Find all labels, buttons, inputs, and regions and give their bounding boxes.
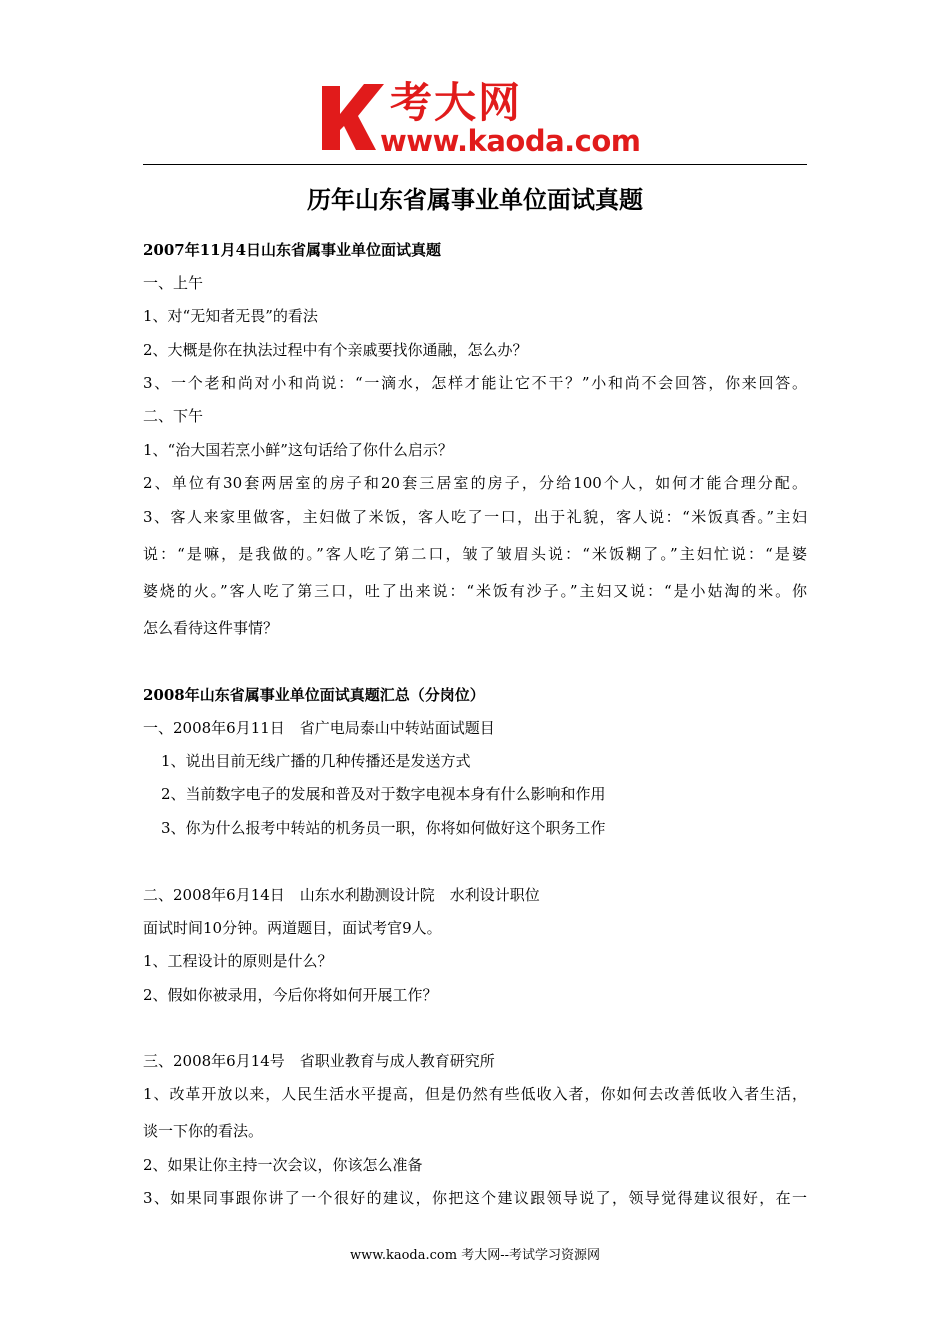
question-line: 1、改革开放以来，人民生活水平提高，但是仍然有些低收入者，你如何去改善低收入者生活，	[143, 1085, 807, 1103]
note-line: 面试时间10分钟。两道题目，面试考官9人。	[143, 919, 442, 937]
question-line: 2、单位有30套两居室的房子和20套三居室的房子，分给100个人，如何才能合理分配。	[143, 474, 807, 492]
question-line: 怎么看待这件事情？	[143, 619, 279, 637]
logo-url: www.kaoda.com	[380, 124, 641, 158]
question-line: 1、对“无知者无畏”的看法	[143, 307, 318, 325]
question-line: 1、工程设计的原则是什么？	[143, 952, 333, 970]
question-line: 3、一个老和尚对小和尚说：“一滴水，怎样才能让它不干？”小和尚不会回答，你来回答。	[143, 374, 807, 392]
page-title: 历年山东省属事业单位面试真题	[307, 185, 643, 214]
question-line: 2、当前数字电子的发展和普及对于数字电视本身有什么影响和作用	[161, 785, 606, 803]
question-line: 谈一下你的看法。	[143, 1122, 264, 1140]
question-line: 婆烧的火。”客人吃了第三口，吐了出来说：“米饭有沙子。”主妇又说：“是小姑淘的米。你	[143, 582, 807, 600]
k-logo-icon	[318, 80, 388, 154]
am-label: 一、上午	[143, 274, 204, 292]
page-footer: www.kaoda.com 考大网--考试学习资源网	[350, 1248, 600, 1263]
section-heading-2007: 2007年11月4日山东省属事业单位面试真题	[143, 241, 442, 259]
pm-label: 二、下午	[143, 407, 204, 425]
question-line: 说：“是嘛，是我做的。”客人吃了第二口，皱了皱眉头说：“米饭糊了。”主妇忙说：“是婆	[143, 545, 807, 563]
question-line: 3、客人来家里做客，主妇做了米饭，客人吃了一口，出于礼貌，客人说：“米饭真香。”主妇	[143, 508, 807, 526]
position-label: 二、2008年6月14日 山东水利勘测设计院 水利设计职位	[143, 886, 540, 904]
question-line: 1、“治大国若烹小鲜”这句话给了你什么启示？	[143, 441, 453, 459]
header-divider	[143, 164, 807, 165]
kaoda-logo	[318, 78, 641, 158]
logo-brand-name: 考大网	[390, 78, 523, 127]
question-line: 2、大概是你在执法过程中有个亲戚要找你通融，怎么办？	[143, 341, 528, 359]
position-label: 三、2008年6月14号 省职业教育与成人教育研究所	[143, 1052, 495, 1070]
section-heading-2008: 2008年山东省属事业单位面试真题汇总（分岗位）	[143, 686, 485, 704]
position-label: 一、2008年6月11日 省广电局泰山中转站面试题目	[143, 719, 495, 737]
question-line: 3、你为什么报考中转站的机务员一职，你将如何做好这个职务工作	[161, 819, 606, 837]
question-line: 3、如果同事跟你讲了一个很好的建议，你把这个建议跟领导说了，领导觉得建议很好，在一	[143, 1189, 807, 1207]
question-line: 2、如果让你主持一次会议，你该怎么准备	[143, 1156, 423, 1174]
question-line: 2、假如你被录用，今后你将如何开展工作？	[143, 986, 438, 1004]
question-line: 1、说出目前无线广播的几种传播还是发送方式	[161, 752, 471, 770]
